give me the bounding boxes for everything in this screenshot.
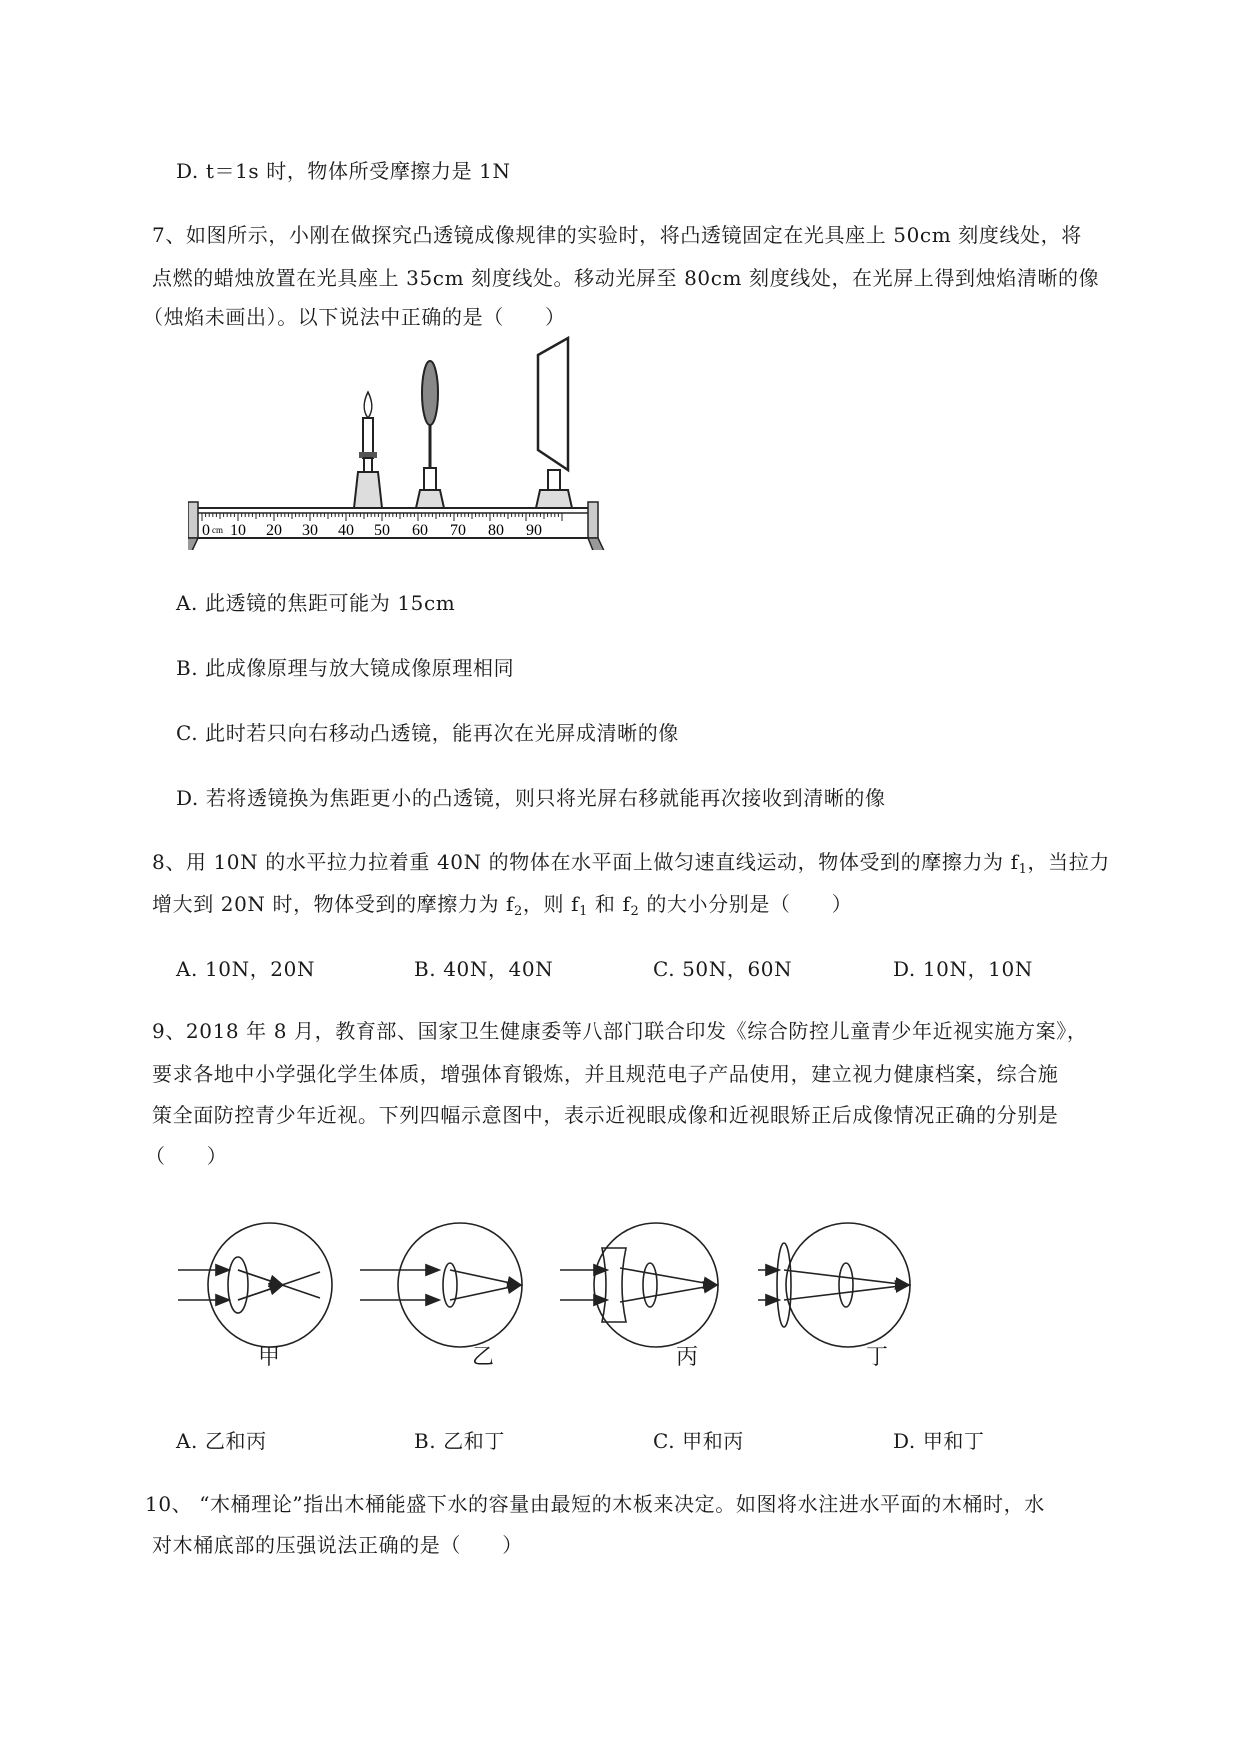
light-screen — [538, 338, 568, 470]
q7-stem-line-2: 点燃的蜡烛放置在光具座上 35cm 刻度线处。移动光屏至 80cm 刻度线处，在光屏上得到烛焰清晰的像 — [152, 266, 1100, 290]
q10-stem-line-2: 对木桶底部的压强说法正确的是（ ） — [152, 1533, 523, 1557]
bench-label-90: 90 — [526, 522, 542, 539]
bench-label-0: 0 — [202, 522, 210, 539]
bench-label-60: 60 — [412, 522, 428, 539]
q8-text: ，则 f — [522, 892, 580, 916]
bench-label-30: 30 — [302, 522, 318, 539]
q9-stem-line-4: （ ） — [145, 1144, 228, 1168]
subscript: 1 — [579, 904, 588, 919]
subscript: 1 — [1018, 862, 1028, 877]
bench-label-20: 20 — [266, 522, 282, 539]
bench-label-unit: cm — [212, 525, 223, 535]
eye-diagram-bing — [560, 1223, 718, 1347]
q8-stem-line-2 — [152, 890, 852, 926]
candle-flame — [364, 392, 372, 418]
q7-stem-line-1: 7、如图所示，小刚在做探究凸透镜成像规律的实验时，将凸透镜固定在光具座上 50cm 刻度线处，将 — [152, 223, 1082, 247]
q8-text: 8、用 10N 的水平拉力拉着重 40N 的物体在水平面上做匀速直线运动，物体受到的摩擦力为 f — [152, 850, 1019, 874]
q9-option-d: D. 甲和丁 — [893, 1429, 985, 1453]
q7-option-a: A. 此透镜的焦距可能为 15cm — [176, 591, 456, 615]
eye-diagram-ding — [758, 1223, 910, 1347]
subscript: 2 — [514, 904, 523, 919]
bench-label-10: 10 — [230, 522, 246, 539]
q8-text: 增大到 20N 时，物体受到的摩擦力为 f — [152, 892, 515, 916]
q9-option-c: C. 甲和丙 — [653, 1429, 744, 1453]
q8-text: ，当拉力 — [1027, 850, 1110, 874]
q8-option-d: D. 10N，10N — [893, 957, 1033, 981]
q7-option-b: B. 此成像原理与放大镜成像原理相同 — [176, 656, 515, 680]
bench-label-40: 40 — [338, 522, 354, 539]
bench-label-70: 70 — [450, 522, 466, 539]
q8-stem-line-1 — [152, 848, 1110, 884]
q9-stem-line-1: 9、2018 年 8 月，教育部、国家卫生健康委等八部门联合印发《综合防控儿童青少年近视实施方案》， — [152, 1019, 1088, 1043]
q8-text: 的大小分别是（ ） — [639, 892, 853, 916]
q8-option-c: C. 50N，60N — [653, 957, 793, 981]
subscript: 2 — [630, 904, 640, 919]
eye-label-bing: 丙 — [676, 1345, 699, 1370]
bench-label-50: 50 — [374, 522, 390, 539]
q10-stem-line-1: 10、 “木桶理论”指出木桶能盛下水的容量由最短的木板来决定。如图将水注进水平面的木桶时，水 — [145, 1492, 1045, 1516]
bench-label-80: 80 — [488, 522, 504, 539]
q8-text: 和 f — [587, 892, 631, 916]
q7-option-d: D. 若将透镜换为焦距更小的凸透镜，则只将光屏右移就能再次接收到清晰的像 — [176, 786, 886, 810]
q9-option-b: B. 乙和丁 — [414, 1429, 506, 1453]
eye-label-yi: 乙 — [472, 1345, 495, 1370]
q6-option-d: D. t＝1s 时，物体所受摩擦力是 1N — [176, 159, 511, 183]
q9-stem-line-2: 要求各地中小学强化学生体质，增强体育锻炼，并且规范电子产品使用，建立视力健康档案，综合施 — [152, 1062, 1059, 1086]
q9-option-a: A. 乙和丙 — [176, 1429, 267, 1453]
q7-stem-line-3: （烛焰未画出）。以下说法中正确的是（ ） — [143, 305, 566, 329]
eye-diagram-yi — [360, 1223, 522, 1347]
q9-stem-line-3: 策全面防控青少年近视。下列四幅示意图中，表示近视眼成像和近视眼矫正后成像情况正确的分别是 — [152, 1103, 1059, 1127]
q8-option-a: A. 10N，20N — [176, 957, 316, 981]
eye-diagrams-figure — [170, 1210, 970, 1360]
eye-diagram-jia — [178, 1223, 332, 1347]
q7-option-c: C. 此时若只向右移动凸透镜，能再次在光屏成清晰的像 — [176, 721, 679, 745]
eye-label-ding: 丁 — [866, 1345, 889, 1370]
convex-lens — [422, 361, 438, 425]
optical-bench-figure — [188, 330, 728, 550]
q8-option-b: B. 40N，40N — [414, 957, 554, 981]
eye-label-jia: 甲 — [258, 1345, 281, 1370]
